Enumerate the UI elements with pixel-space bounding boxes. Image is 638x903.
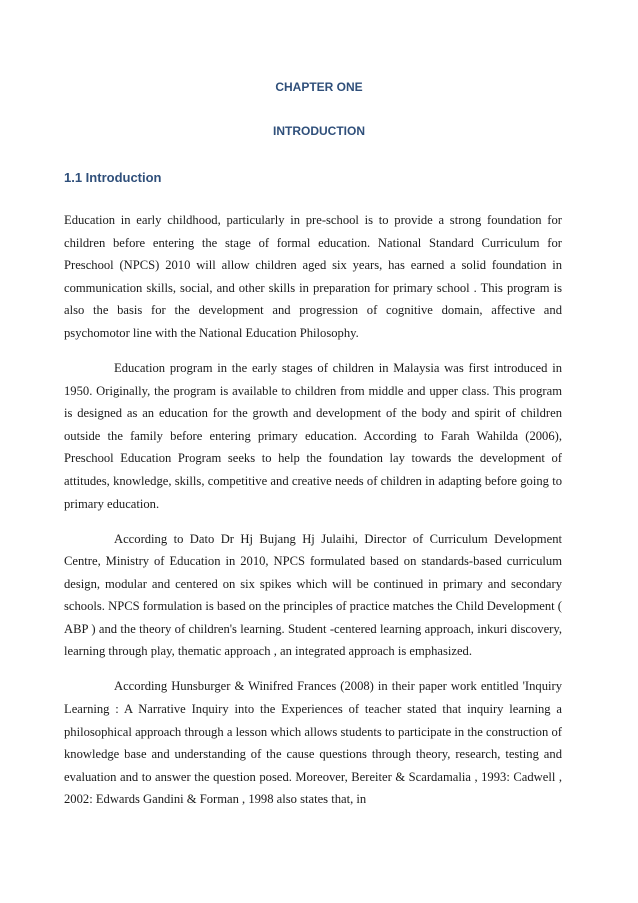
paragraph-4: According Hunsburger & Winifred Frances (2008) in their paper work entitled 'Inquiry Learning : A Narrative Inquiry into the Experiences of teacher stated that inquiry learning a philosophical approach through a lesson which allows students to participate in the construction of knowledge base and understanding of the cause questions through theory, research, testing and evaluation and to answer the question posed. Moreover, Bereiter & Scardamalia , 1993: Cadwell , 2002: Edwards Gandini & Forman , 1998 also states that, in xyxy=(64,679,562,807)
chapter-subtitle: INTRODUCTION xyxy=(273,124,365,138)
paragraph-1: Education in early childhood, particularly in pre-school is to provide a strong foundation for children before entering the stage of formal education. National Standard Curriculum for Preschool (NPCS) 2010 will allow children aged six years, has earned a solid foundation in communication skills, social, and other skills in preparation for primary school . This program is also the basis for the development and progression of cognitive domain, affective and psychomotor line with the National Education Philosophy. xyxy=(64,213,562,340)
chapter-title: CHAPTER ONE xyxy=(275,80,363,94)
body-text xyxy=(64,209,562,823)
paragraph-3: According to Dato Dr Hj Bujang Hj Julaihi, Director of Curriculum Development Centre, Ministry of Education in 2010, NPCS formulated based on standards-based curriculum design, modular and centered on six spikes which will be continued in primary and secondary schools. NPCS formulation is based on the principles of practice matches the Child Development ( ABP ) and the theory of children's learning. Student -centered learning approach, inkuri discovery, learning through play, thematic approach , an integrated approach is emphasized. xyxy=(64,531,562,659)
section-heading: 1.1 Introduction xyxy=(64,170,162,185)
paragraph-2: Education program in the early stages of children in Malaysia was first introduced in 1950. Originally, the program is available to children from middle and upper class. This program is designed as an education for the growth and development of the body and spirit of children outside the family before entering primary education. According to Farah Wahilda (2006), Preschool Education Program seeks to help the foundation lay towards the development of attitudes, knowledge, skills, competitive and creative needs of children in adapting before going to primary education. xyxy=(64,360,562,511)
